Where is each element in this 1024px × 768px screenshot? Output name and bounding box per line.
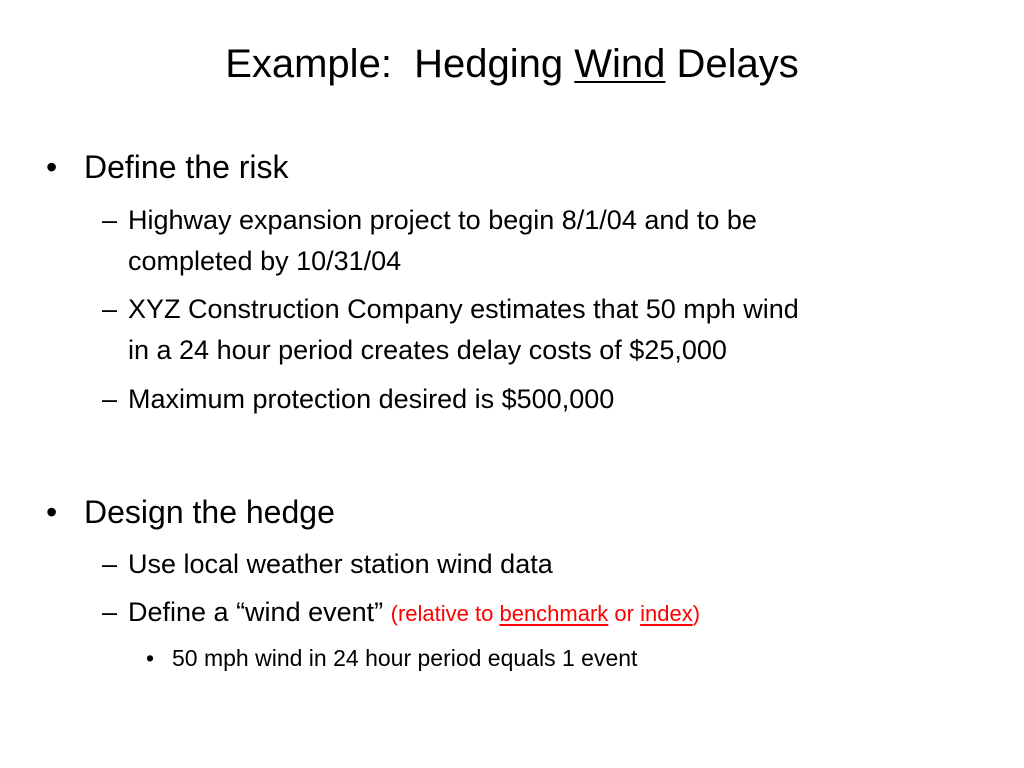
dash-marker: – xyxy=(102,597,118,627)
title-underlined-word: Wind xyxy=(574,42,666,86)
subitem-line1: XYZ Construction Company estimates that 50 mph wind xyxy=(128,294,799,324)
subsubitem-text: 50 mph wind in 24 hour period equals 1 event xyxy=(172,645,638,671)
dash-marker: – xyxy=(102,205,118,235)
title-suffix: Delays xyxy=(665,42,799,86)
bullet-text: Design the hedge xyxy=(84,494,335,530)
subitem-line2: in a 24 hour period creates delay costs of $25,000 xyxy=(128,335,727,365)
bullet-text: Define the risk xyxy=(84,149,289,185)
bullet-marker: • xyxy=(46,149,58,185)
small-bullet-marker: • xyxy=(146,645,155,671)
benchmark-link[interactable]: benchmark xyxy=(499,601,609,626)
title-prefix: Example: Hedging xyxy=(225,42,575,86)
subitem-line1: Use local weather station wind data xyxy=(128,549,553,579)
subitem-line1: Maximum protection desired is $500,000 xyxy=(128,384,615,414)
dash-marker: – xyxy=(102,549,118,579)
note-close: ) xyxy=(692,601,701,626)
wind-event-text: Define a “wind event” xyxy=(128,597,391,627)
bullet-marker: • xyxy=(46,494,58,530)
slide-title xyxy=(0,40,1024,88)
dash-marker: – xyxy=(102,294,118,324)
subitem-line1: Highway expansion project to begin 8/1/04 and to be xyxy=(128,205,757,235)
note-open: (relative to xyxy=(390,601,500,626)
wind-event-note xyxy=(391,601,700,626)
dash-marker: – xyxy=(102,384,118,414)
wind-event-line xyxy=(128,592,700,634)
subitem-line2: completed by 10/31/04 xyxy=(128,246,402,276)
subitem-xyz-estimate-cont xyxy=(128,330,727,370)
index-link[interactable]: index xyxy=(640,601,693,626)
note-mid: or xyxy=(608,601,641,626)
subitem-highway-project-cont xyxy=(128,241,401,281)
